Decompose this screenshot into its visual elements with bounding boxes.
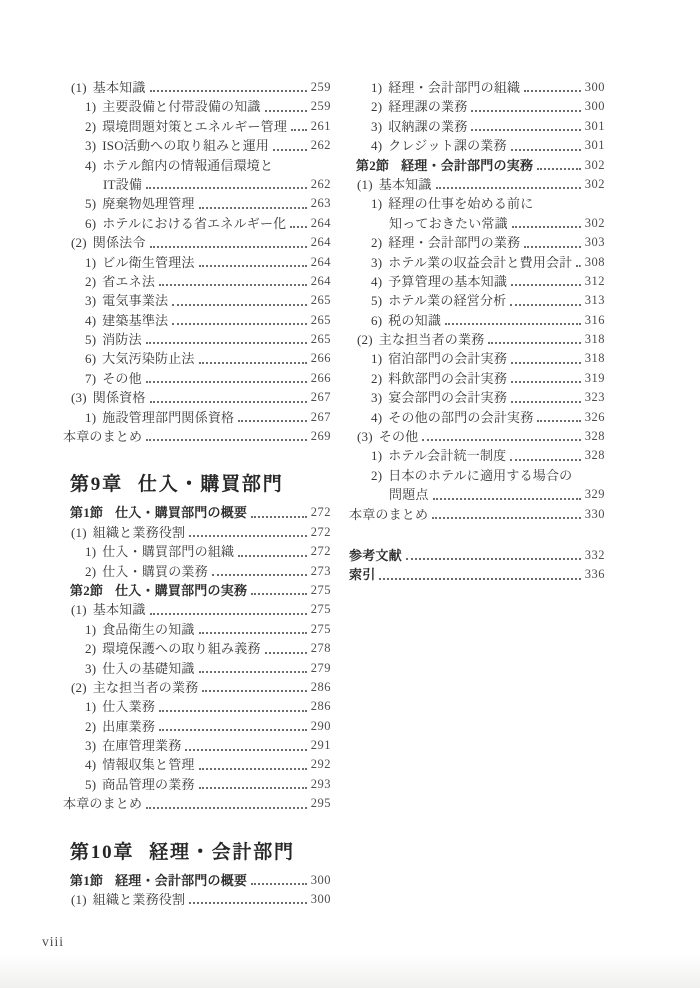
toc-entry-page: 312 [584,273,605,288]
toc-column-left [63,78,331,909]
toc-entry-page: 329 [584,487,605,502]
toc-entry-title: 索引 [349,567,376,583]
toc-entry-number: 1) [371,79,383,95]
toc-entry-page: 267 [310,390,331,405]
toc-entry [63,756,331,775]
toc-entry-title: 経理・会計部門の業務 [388,235,521,251]
toc-entry [349,291,605,310]
chapter-summary-entry [349,505,605,524]
toc-entry [349,97,605,116]
toc-entry-page: 301 [584,118,605,133]
toc-entry-page: 328 [584,429,605,444]
toc-entry-number: 1) [85,621,97,637]
toc-entry-title: 在庫管理業務 [102,738,182,754]
toc-entry-title: 大気汚染防止法 [102,351,195,367]
toc-entry [349,466,605,485]
toc-entry-title: 問題点 [389,487,429,503]
toc-entry-page: 328 [584,448,605,463]
toc-entry-title: 建築基準法 [102,312,169,328]
toc-entry [63,890,331,909]
toc-entry-title: 施設管理部門関係資格 [102,409,235,425]
toc-entry [63,620,331,639]
toc-entry [63,369,331,388]
toc-entry-title: 基本知識 [92,79,146,95]
toc-entry-page: 264 [310,254,331,269]
toc-entry-number: (1) [357,176,373,192]
toc-entry-page: 336 [584,567,605,582]
toc-entry-title: 環境問題対策とエネルギー管理 [102,118,288,134]
toc-entry-title: 仕入業務 [102,699,156,715]
toc-entry [63,659,331,678]
toc-entry-number: 5) [371,293,383,309]
toc-entry-number: 3) [85,738,97,754]
toc-entry-page: 303 [584,235,605,250]
toc-entry-page: 332 [584,547,605,562]
toc-entry-title: 消防法 [102,332,142,348]
toc-entry-number: 2) [85,118,97,134]
section-entry [63,503,331,522]
toc-entry-page: 279 [310,660,331,675]
toc-entry-number: 3) [371,254,383,270]
toc-entry-page: 300 [310,892,331,907]
toc-entry-page: 259 [310,99,331,114]
toc-entry-page: 266 [310,351,331,366]
toc-entry-title: 仕入の基礎知識 [102,660,195,676]
toc-entry-number: 1) [85,99,97,115]
toc-entry-title: ホテル業の収益会計と費用会計 [388,254,573,270]
toc-entry-page: 273 [310,563,331,578]
toc-entry-title: 出庫業務 [102,718,156,734]
toc-entry-number: 2) [85,641,97,657]
toc-entry-page: 300 [584,99,605,114]
toc-entry-number: (2) [71,679,87,695]
toc-entry-number: 5) [85,776,97,792]
toc-entry-number: 4) [85,757,97,773]
toc-entry-page: 266 [310,370,331,385]
toc-entry-page: 302 [584,215,605,230]
toc-entry-page: 262 [310,176,331,191]
toc-entry-number: 3) [85,660,97,676]
toc-entry [63,330,331,349]
toc-entry-title: ISO活動への取り組みと運用 [102,138,269,154]
toc-entry-title: 経理・会計部門の概要 [115,872,248,888]
toc-entry-page: 326 [584,409,605,424]
toc-entry [63,214,331,233]
section-entry [63,871,331,890]
toc-entry-number: 第1節 [70,872,104,888]
toc-entry-title: 主要設備と付帯設備の知識 [102,99,261,115]
toc-entry-number: 3) [371,118,383,134]
toc-entry-title: 料飲部門の会計実務 [388,370,508,386]
toc-entry-title: 商品管理の業務 [102,776,195,792]
toc-entry-page: 267 [310,409,331,424]
toc-entry-number: 第10章 [70,841,135,863]
toc-entry-page: 265 [310,293,331,308]
toc-entry-page: 319 [584,370,605,385]
toc-entry-number: 5) [85,332,97,348]
toc-entry-number: 第2節 [356,157,390,173]
toc-entry-title: 組織と業務役割 [92,524,186,540]
toc-entry-title: ホテル業の経営分析 [388,293,507,309]
toc-entry [63,388,331,407]
toc-entry-title: 仕入・購買部門 [137,474,284,496]
toc-entry-title: その他 [102,370,142,386]
toc-entry-number: 5) [85,196,97,212]
toc-entry [63,78,331,97]
toc-entry [63,175,331,194]
toc-entry-title: その他の部門の会計実務 [388,409,534,425]
toc-entry-title: 基本知識 [378,176,432,192]
toc-entry-title: 経理課の業務 [388,99,468,115]
toc-entry-number: 6) [85,215,97,231]
toc-entry-page: 272 [310,505,331,520]
toc-entry-number: 2) [85,273,97,289]
toc-entry-title: 本章のまとめ [63,796,143,812]
toc-entry [349,485,605,504]
toc-entry-number: 6) [371,312,383,328]
toc-entry [63,678,331,697]
toc-entry-number: 4) [371,138,383,154]
chapter-heading [63,472,331,498]
toc-entry-number: (3) [357,429,373,445]
toc-entry [349,408,605,427]
toc-entry-title: 食品衛生の知識 [102,621,195,637]
toc-entry [63,97,331,116]
toc-entry-title: 廃棄物処理管理 [102,196,195,212]
toc-entry-page: 308 [584,254,605,269]
toc-entry-page: 261 [310,118,331,133]
toc-entry-page: 291 [310,738,331,753]
toc-entry [349,330,605,349]
toc-entry-title: 関係法令 [92,235,146,251]
toc-entry-number: 4) [371,409,383,425]
toc-entry-title: 経理・会計部門の実務 [401,157,534,173]
toc-entry-page: 323 [584,390,605,405]
toc-entry-number: (1) [71,79,87,95]
toc-entry [349,427,605,446]
toc-entry-page: 263 [310,196,331,211]
toc-entry-title: 情報収集と管理 [102,757,195,773]
toc-entry [349,446,605,465]
toc-entry-title: ホテルにおける省エネルギー化 [102,215,287,231]
toc-entry [63,600,331,619]
toc-entry-page: 286 [310,679,331,694]
toc-entry-title: 主な担当者の業務 [92,679,199,695]
toc-entry-title: 主な担当者の業務 [378,332,485,348]
toc-entry-title: 基本知識 [92,602,146,618]
toc-entry-number: 3) [85,293,97,309]
toc-entry-number: 3) [85,138,97,154]
toc-entry-title: 本章のまとめ [349,506,429,522]
toc-entry [63,562,331,581]
toc-entry [63,775,331,794]
toc-entry-page: 290 [310,718,331,733]
toc-entry [349,233,605,252]
backmatter-entry [349,546,605,565]
toc-entry-number: 4) [371,273,383,289]
toc-entry-page: 262 [310,138,331,153]
toc-entry-number: 3) [371,390,383,406]
toc-entry-title: 参考文献 [349,547,402,563]
toc-entry-number: 7) [85,370,97,386]
toc-entry-title: 税の知識 [388,312,442,328]
toc-entry-title: その他 [378,429,419,445]
toc-entry-number: 2) [371,99,383,115]
toc-entry-title: 宿泊部門の会計実務 [388,351,508,367]
toc-entry-number: (2) [71,235,87,251]
toc-entry-title: 収納課の業務 [388,118,468,134]
toc-entry-title: 省エネ法 [102,273,156,289]
toc-entry [349,253,605,272]
toc-entry-page: 302 [584,157,605,172]
toc-entry-page: 301 [584,138,605,153]
toc-entry-number: 第1節 [70,505,104,521]
section-entry [349,156,605,175]
toc-entry [63,639,331,658]
toc-entry [63,736,331,755]
toc-entry-title: ホテル会計統一制度 [388,448,507,464]
toc-column-right [349,78,605,585]
toc-entry-title: IT設備 [103,176,143,192]
toc-entry [63,194,331,213]
toc-entry [349,194,605,213]
toc-entry-number: (1) [71,892,87,908]
toc-entry-title: ホテル館内の情報通信環境と [102,157,274,173]
chapter-heading [63,840,331,866]
folio-page-number: viii [42,934,65,949]
toc-entry-number: 4) [85,157,97,173]
toc-entry [63,717,331,736]
toc-entry [349,388,605,407]
toc-entry-page: 318 [584,332,605,347]
toc-entry-page: 300 [310,872,331,887]
toc-entry-page: 318 [584,351,605,366]
toc-entry-page: 275 [310,602,331,617]
toc-entry-page: 286 [310,699,331,714]
toc-entry-number: 2) [371,467,383,483]
toc-entry [349,369,605,388]
toc-entry-number: (1) [71,524,87,540]
toc-entry-page: 316 [584,312,605,327]
toc-entry-title: 仕入・購買部門の実務 [115,582,248,598]
backmatter-entry [349,565,605,584]
toc-entry-title: 仕入・購買部門の組織 [102,544,235,560]
toc-entry-number: 2) [371,370,383,386]
toc-entry-title: 環境保護への取り組み義務 [102,641,261,657]
toc-entry-page: 265 [310,332,331,347]
toc-entry-page: 300 [584,79,605,94]
toc-entry-page: 293 [310,776,331,791]
toc-entry [63,697,331,716]
toc-entry [63,233,331,252]
toc-entry-page: 264 [310,235,331,250]
toc-entry-number: 1) [371,351,383,367]
toc-entry [349,78,605,97]
toc-entry-number: 第9章 [70,474,123,496]
toc-entry-page: 278 [310,641,331,656]
toc-entry [349,175,605,194]
toc-entry-page: 302 [584,176,605,191]
toc-entry-page: 264 [310,273,331,288]
toc-entry-title: 知っておきたい常識 [389,215,508,231]
toc-entry-page: 292 [310,757,331,772]
toc-entry-title: 経理・会計部門の組織 [388,79,521,95]
toc-entry-number: 2) [85,563,97,579]
toc-entry-page: 269 [310,429,331,444]
toc-entry-title: 関係資格 [92,390,146,406]
toc-entry [349,117,605,136]
toc-entry-number: 6) [85,351,97,367]
toc-entry-number: 1) [85,409,97,425]
toc-entry-page: 275 [310,621,331,636]
toc-entry-number: 第2節 [70,582,104,598]
toc-entry-number: (3) [71,390,87,406]
toc-entry-number: 1) [371,448,383,464]
toc-entry [63,117,331,136]
toc-entry-page: 295 [310,796,331,811]
chapter-summary-entry [63,427,331,446]
toc-entry-title: 日本のホテルに適用する場合の [388,467,573,483]
section-entry [63,581,331,600]
toc-entry [349,349,605,368]
toc-entry-title: 仕入・購買部門の概要 [115,505,248,521]
toc-entry-page: 265 [310,312,331,327]
toc-entry-title: 予算管理の基本知識 [388,273,508,289]
toc-entry [63,272,331,291]
toc-entry-number: 2) [371,235,383,251]
toc-entry-title: 電気事業法 [102,293,169,309]
toc-entry [63,253,331,272]
toc-entry [63,542,331,561]
toc-entry [63,291,331,310]
toc-entry-number: 4) [85,312,97,328]
toc-entry-number: 1) [85,544,97,560]
toc-entry-page: 259 [310,79,331,94]
toc-entry-number: (1) [71,602,87,618]
toc-entry-page: 275 [310,582,331,597]
toc-entry-page: 313 [584,293,605,308]
toc-entry-title: 経理・会計部門 [149,841,295,863]
toc-entry-page: 272 [310,524,331,539]
toc-entry [63,136,331,155]
toc-entry [63,523,331,542]
toc-entry-title: クレジット課の業務 [388,138,507,154]
toc-entry [63,408,331,427]
toc-entry-page: 330 [584,506,605,521]
toc-entry-number: 1) [85,254,97,270]
toc-entry-title: 仕入・購買の業務 [102,563,208,579]
toc-entry-number: (2) [357,332,373,348]
toc-entry-page: 272 [310,544,331,559]
toc-entry [63,156,331,175]
toc-entry [349,272,605,291]
toc-entry [349,311,605,330]
toc-entry-title: 本章のまとめ [63,429,143,445]
toc-entry-page: 264 [310,215,331,230]
toc-entry-title: ビル衛生管理法 [102,254,195,270]
toc-entry [349,136,605,155]
toc-entry-number: 1) [371,196,383,212]
toc-entry-title: 組織と業務役割 [92,892,186,908]
toc-entry-number: 2) [85,718,97,734]
toc-entry-title: 宴会部門の会計実務 [388,390,508,406]
toc-entry [349,214,605,233]
chapter-summary-entry [63,794,331,813]
toc-entry [63,311,331,330]
toc-entry [63,349,331,368]
toc-entry-title: 経理の仕事を始める前に [388,196,534,212]
toc-entry-number: 1) [85,699,97,715]
